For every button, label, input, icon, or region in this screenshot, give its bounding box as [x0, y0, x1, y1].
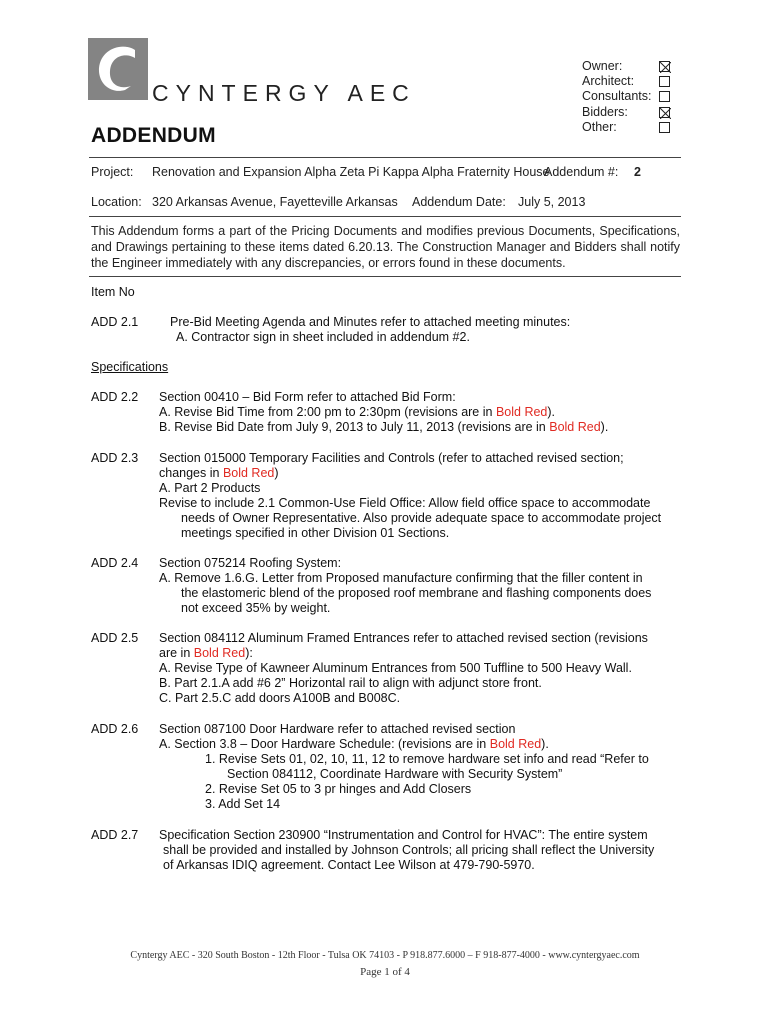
- item-line: A. Contractor sign in sheet included in addendum #2.: [176, 330, 470, 344]
- item-line: 3. Add Set 14: [205, 797, 281, 811]
- item-line: Section 084112, Coordinate Hardware with Security System”: [227, 767, 563, 781]
- brand-name: CYNTERGY AEC: [152, 80, 416, 106]
- item-title: Section 084112 Aluminum Framed Entrances refer to attached revised section (revisions: [159, 631, 648, 645]
- distribution-label: Owner:: [582, 59, 623, 73]
- checked-checkbox[interactable]: [659, 61, 670, 72]
- item-line: 2. Revise Set 05 to 3 pr hinges and Add Closers: [205, 782, 472, 796]
- addendum-number: 2: [634, 165, 641, 179]
- item-title: Section 00410 – Bid Form refer to attached Bid Form:: [159, 390, 456, 404]
- distribution-label: Other:: [582, 119, 617, 134]
- divider: [89, 216, 681, 217]
- item-number: ADD 2.3: [91, 451, 139, 465]
- item-line: needs of Owner Representative. Also provide adequate space to accommodate project: [181, 511, 662, 525]
- distribution-row: [582, 59, 670, 74]
- distribution-label: Bidders:: [582, 104, 628, 119]
- item-line: [159, 405, 555, 420]
- item-line-text: ).: [600, 420, 609, 434]
- item-line: 1. Revise Sets 01, 02, 10, 11, 12 to remove hardware set info and read “Refer to: [205, 752, 649, 766]
- unchecked-checkbox[interactable]: [659, 76, 670, 87]
- item-line: [159, 737, 549, 752]
- item-line-text: B. Revise Bid Date from July 9, 2013 to July 11, 2013 (revisions are in: [159, 420, 550, 434]
- item-number: ADD 2.1: [91, 315, 139, 329]
- item-line: of Arkansas IDIQ agreement. Contact Lee Wilson at 479-790-5970.: [163, 858, 535, 872]
- item-line: not exceed 35% by weight.: [181, 601, 331, 615]
- location-label: Location:: [91, 195, 142, 209]
- item-title: Section 015000 Temporary Facilities and Controls (refer to attached revised section;: [159, 451, 624, 465]
- logo-c-icon: [95, 44, 141, 94]
- item-number: ADD 2.7: [91, 828, 139, 842]
- item-line: A. Revise Type of Kawneer Aluminum Entrances from 500 Tuffline to 500 Heavy Wall.: [159, 661, 632, 675]
- bold-red-text: Bold Red: [549, 420, 601, 434]
- distribution-list: [582, 59, 670, 135]
- item-line: A. Remove 1.6.G. Letter from Proposed manufacture confirming that the filler content in: [159, 571, 643, 585]
- item-line-text: are in: [159, 646, 194, 660]
- item-line-text: ).: [541, 737, 549, 751]
- item-line-text: A. Section 3.8 – Door Hardware Schedule: (revisions are in: [159, 737, 490, 751]
- distribution-row: [582, 74, 670, 89]
- project-value: Renovation and Expansion Alpha Zeta Pi Kappa Alpha Fraternity House: [152, 165, 550, 179]
- bold-red-text: Bold Red: [222, 466, 275, 480]
- item-line-text: changes in: [159, 466, 223, 480]
- location-value: 320 Arkansas Avenue, Fayetteville Arkansas: [152, 195, 398, 209]
- bold-red-text: Bold Red: [495, 405, 548, 419]
- addendum-date-label: Addendum Date:: [412, 195, 506, 209]
- distribution-row: [582, 105, 670, 120]
- item-line: C. Part 2.5.C add doors A100B and B008C.: [159, 691, 401, 705]
- bold-red-text: Bold Red: [193, 646, 246, 660]
- specifications-heading: Specifications: [91, 360, 169, 374]
- item-no-label: Item No: [91, 285, 135, 299]
- unchecked-checkbox[interactable]: [659, 91, 670, 102]
- item-line-text: A. Revise Bid Time from 2:00 pm to 2:30pm (revisions are in: [159, 405, 496, 419]
- x-mark-icon: [660, 108, 671, 119]
- distribution-label: Architect:: [582, 74, 635, 89]
- distribution-label: Consultants:: [582, 89, 652, 104]
- addendum-date: July 5, 2013: [518, 195, 586, 209]
- item-line: the elastomeric blend of the proposed roof membrane and flashing components does: [181, 586, 652, 600]
- item-line: Revise to include 2.1 Common-Use Field Office: Allow field office space to accommodate: [159, 496, 651, 510]
- intro-paragraph: This Addendum forms a part of the Pricing Documents and modifies previous Documents, Specifications, and Drawings pertaining to these items dated 6.20.13. The Construction Manager and Bidders shall notify the Engineer immediately with any discrepancies, or errors found in these documents.: [91, 224, 680, 270]
- footer-address: Cyntergy AEC - 320 South Boston - 12th Floor - Tulsa OK 74103 - P 918.877.6000 – F 918-877-4000 - www.cyntergyaec.com: [130, 950, 640, 961]
- item-line: [159, 646, 253, 661]
- item-line: [159, 420, 608, 435]
- item-line-text: ).: [547, 405, 556, 419]
- unchecked-checkbox[interactable]: [659, 122, 670, 133]
- project-label: Project:: [91, 165, 134, 179]
- x-mark-icon: [660, 62, 671, 73]
- item-line: meetings specified in other Division 01 Sections.: [181, 526, 450, 540]
- addendum-number-label: Addendum #:: [544, 165, 619, 179]
- item-line: A. Part 2 Products: [159, 481, 261, 495]
- divider: [89, 276, 681, 277]
- page-number: Page 1 of 4: [360, 966, 410, 978]
- item-number: ADD 2.5: [91, 631, 139, 645]
- bold-red-text: Bold Red: [489, 737, 542, 751]
- item-line: Specification Section 230900 “Instrumentation and Control for HVAC”: The entire system: [159, 828, 648, 842]
- item-line: [159, 466, 279, 481]
- item-line: shall be provided and installed by Johnson Controls; all pricing shall reflect the University: [163, 843, 655, 857]
- item-number: ADD 2.6: [91, 722, 139, 736]
- item-title: Pre-Bid Meeting Agenda and Minutes refer to attached meeting minutes:: [170, 315, 571, 329]
- item-title: Section 087100 Door Hardware refer to attached revised section: [159, 722, 516, 736]
- item-line-text: ): [274, 466, 279, 480]
- item-line-text: ):: [245, 646, 253, 660]
- divider: [89, 157, 681, 158]
- checked-checkbox[interactable]: [659, 107, 670, 118]
- item-number: ADD 2.2: [91, 390, 139, 404]
- distribution-row: [582, 120, 670, 135]
- doc-title: ADDENDUM: [91, 124, 216, 147]
- distribution-row: [582, 89, 670, 104]
- item-title: Section 075214 Roofing System:: [159, 556, 342, 570]
- item-line: B. Part 2.1.A add #6 2” Horizontal rail to align with adjunct store front.: [159, 676, 542, 690]
- item-number: ADD 2.4: [91, 556, 139, 570]
